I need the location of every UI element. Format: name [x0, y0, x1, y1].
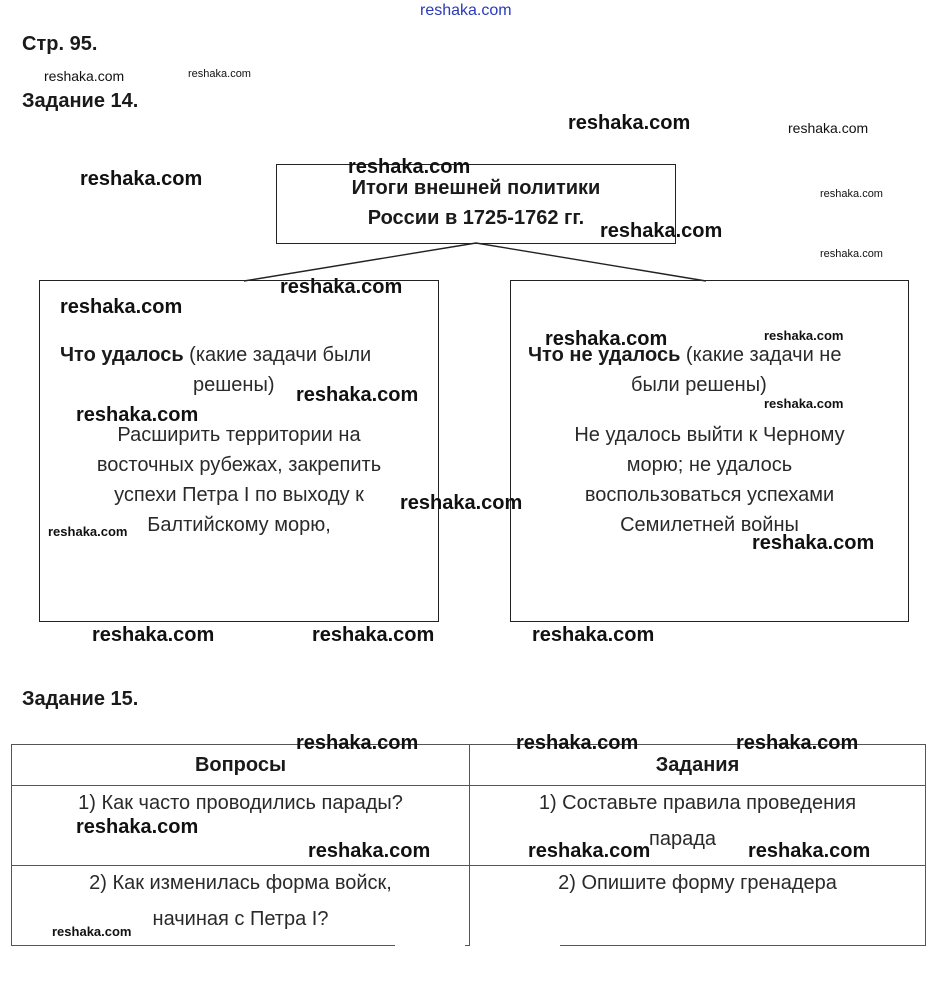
watermark: reshaka.com [188, 68, 251, 80]
watermark: reshaka.com [748, 840, 871, 862]
right-answer-line: Семилетней войны [620, 514, 799, 536]
table-header-questions: Вопросы [12, 745, 470, 786]
right-heading-rest: (какие задачи не [680, 344, 842, 366]
watermark: reshaka.com [280, 276, 403, 298]
watermark: reshaka.com [752, 532, 875, 554]
watermark: reshaka.com [80, 168, 203, 190]
diagram-title-line2: России в 1725-1762 гг. [367, 207, 585, 229]
watermark: reshaka.com [76, 816, 199, 838]
watermark: reshaka.com [296, 732, 419, 754]
erased-border-patch [470, 940, 560, 948]
watermark: reshaka.com [736, 732, 859, 754]
watermark: reshaka.com [820, 188, 883, 200]
watermark: reshaka.com [600, 220, 723, 242]
left-answer-line: успехи Петра I по выходу к [114, 484, 364, 506]
right-answer-line: Не удалось выйти к Черному [574, 424, 845, 446]
watermark: reshaka.com [820, 248, 883, 260]
left-heading-line2: решены) [193, 374, 275, 396]
watermark: reshaka.com [312, 624, 435, 646]
watermark: reshaka.com [545, 328, 668, 350]
question-text: 1) Как часто проводились парады? [78, 792, 403, 814]
right-answer-line: морю; не удалось [626, 454, 793, 476]
table-cell-task [470, 866, 926, 946]
watermark: reshaka.com [348, 156, 471, 178]
watermark: reshaka.com [60, 296, 183, 318]
watermark: reshaka.com [52, 924, 132, 939]
watermark: reshaka.com [532, 624, 655, 646]
watermark: reshaka.com [400, 492, 523, 514]
watermark: reshaka.com [764, 396, 844, 411]
watermark: reshaka.com [76, 404, 199, 426]
question-text-line2: начиная с Петра I? [152, 908, 329, 930]
left-answer-line: Балтийскому морю, [147, 514, 331, 536]
watermark: reshaka.com [788, 120, 869, 136]
task-text-line2: парада [649, 828, 716, 850]
right-heading-bold: Что не удалось [528, 344, 681, 366]
task-text-line1: 1) Составьте правила проведения [538, 792, 857, 814]
watermark: reshaka.com [528, 840, 651, 862]
right-heading-line2: были решены) [631, 374, 767, 396]
task15-heading: Задание 15. [22, 688, 139, 710]
left-heading-rest: (какие задачи были [183, 344, 372, 366]
diagram-title-line1: Итоги внешней политики [351, 177, 601, 199]
watermark: reshaka.com [420, 2, 512, 19]
watermark: reshaka.com [92, 624, 215, 646]
left-heading-bold: Что удалось [60, 344, 184, 366]
question-text-line1: 2) Как изменилась форма войск, [89, 872, 392, 894]
right-box-answer [510, 420, 909, 540]
table-row [12, 866, 926, 946]
left-answer-line: Расширить территории на [117, 424, 361, 446]
left-answer-line: восточных рубежах, закрепить [96, 454, 382, 476]
erased-border-patch [395, 940, 465, 948]
watermark: reshaka.com [568, 112, 691, 134]
page-label: Стр. 95. [22, 33, 98, 55]
task-text: 2) Опишите форму гренадера [558, 872, 837, 894]
watermark: reshaka.com [44, 68, 125, 84]
table-header-tasks: Задания [470, 745, 926, 786]
watermark: reshaka.com [516, 732, 639, 754]
left-box-answer [39, 420, 439, 540]
watermark: reshaka.com [764, 328, 844, 343]
watermark: reshaka.com [308, 840, 431, 862]
right-answer-line: воспользоваться успехами [584, 484, 835, 506]
task14-heading: Задание 14. [22, 90, 139, 112]
watermark: reshaka.com [48, 524, 128, 539]
watermark: reshaka.com [296, 384, 419, 406]
